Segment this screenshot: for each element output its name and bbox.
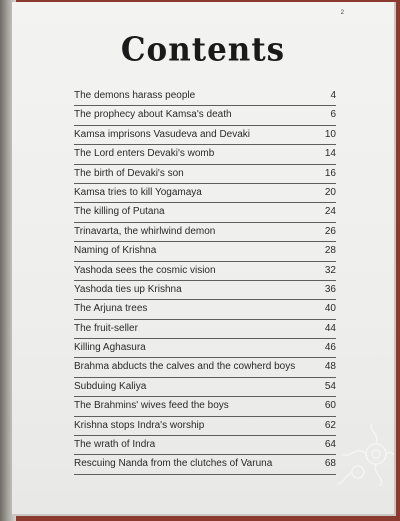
toc-entry-page-number: 32	[324, 264, 336, 276]
toc-entry-title: The wrath of Indra	[74, 439, 156, 451]
toc-entry-title: Trinavarta, the whirlwind demon	[74, 225, 216, 237]
toc-entry-page-number: 14	[324, 148, 336, 160]
toc-entry	[74, 378, 336, 397]
toc-entry-title: Subduing Kaliya	[74, 380, 147, 392]
toc-entry	[74, 281, 336, 300]
toc-entry	[74, 203, 336, 222]
toc-entry-page-number: 6	[330, 109, 336, 121]
toc-entry-title: Brahma abducts the calves and the cowherd boys	[74, 361, 296, 373]
toc-entry-page-number: 44	[324, 322, 336, 334]
toc-entry	[74, 126, 336, 145]
toc-entry	[74, 106, 336, 125]
toc-entry	[74, 339, 336, 358]
toc-entry-title: Rescuing Nanda from the clutches of Varuna	[74, 458, 273, 470]
toc-entry-page-number: 68	[324, 458, 336, 470]
toc-entry-title: Yashoda sees the cosmic vision	[74, 264, 216, 276]
toc-entry	[74, 242, 336, 261]
toc-entry	[74, 145, 336, 164]
toc-entry	[74, 436, 336, 455]
floral-ornament-icon	[336, 424, 396, 488]
contents-page	[12, 2, 396, 516]
toc-entry	[74, 417, 336, 436]
toc-entry-page-number: 60	[324, 400, 336, 412]
toc-entry-page-number: 48	[324, 361, 336, 373]
toc-entry-title: The Brahmins' wives feed the boys	[74, 400, 229, 412]
toc-entry-page-number: 28	[324, 245, 336, 257]
page-number: 2	[340, 10, 344, 16]
toc-entry-page-number: 40	[324, 303, 336, 315]
toc-entry-page-number: 26	[324, 225, 336, 237]
toc-entry-page-number: 4	[330, 90, 336, 101]
toc-entry-title: Killing Aghasura	[74, 342, 146, 354]
toc-entry	[74, 223, 336, 242]
toc-entry-title: The Lord enters Devaki's womb	[74, 148, 215, 160]
toc-entry-page-number: 64	[324, 439, 336, 451]
toc-entry-title: Yashoda ties up Krishna	[74, 283, 182, 295]
toc-entry-page-number: 20	[324, 186, 336, 198]
toc-entry-title: Kamsa imprisons Vasudeva and Devaki	[74, 128, 251, 140]
toc-entry-page-number: 10	[324, 128, 336, 140]
toc-entry	[74, 320, 336, 339]
toc-entry	[74, 455, 336, 474]
toc-entry	[74, 87, 336, 106]
toc-entry-title: Krishna stops Indra's worship	[74, 419, 205, 431]
toc-entry-title: Kamsa tries to kill Yogamaya	[74, 186, 202, 198]
toc-entry-page-number: 62	[324, 419, 336, 431]
toc-entry	[74, 165, 336, 184]
toc-entry	[74, 358, 336, 377]
toc-entry	[74, 397, 336, 416]
toc-entry-page-number: 16	[324, 167, 336, 179]
toc-entry-title: The demons harass people	[74, 90, 196, 101]
toc-entry-title: The Arjuna trees	[74, 303, 148, 315]
toc-entry-title: The birth of Devaki's son	[74, 167, 184, 179]
toc-entry-page-number: 46	[324, 342, 336, 354]
toc-entry-title: The killing of Putana	[74, 206, 165, 218]
toc-entry-title: Naming of Krishna	[74, 245, 157, 257]
toc-entry-page-number: 36	[324, 283, 336, 295]
toc-entry-page-number: 54	[324, 380, 336, 392]
toc-entry-page-number: 24	[324, 206, 336, 218]
toc-entry-title: The fruit-seller	[74, 322, 138, 334]
page-title: Contents	[120, 31, 286, 69]
toc-entry-title: The prophecy about Kamsa's death	[74, 109, 232, 121]
toc-entry	[74, 300, 336, 319]
toc-entry	[74, 184, 336, 203]
toc-entry	[74, 262, 336, 281]
table-of-contents	[74, 87, 336, 475]
